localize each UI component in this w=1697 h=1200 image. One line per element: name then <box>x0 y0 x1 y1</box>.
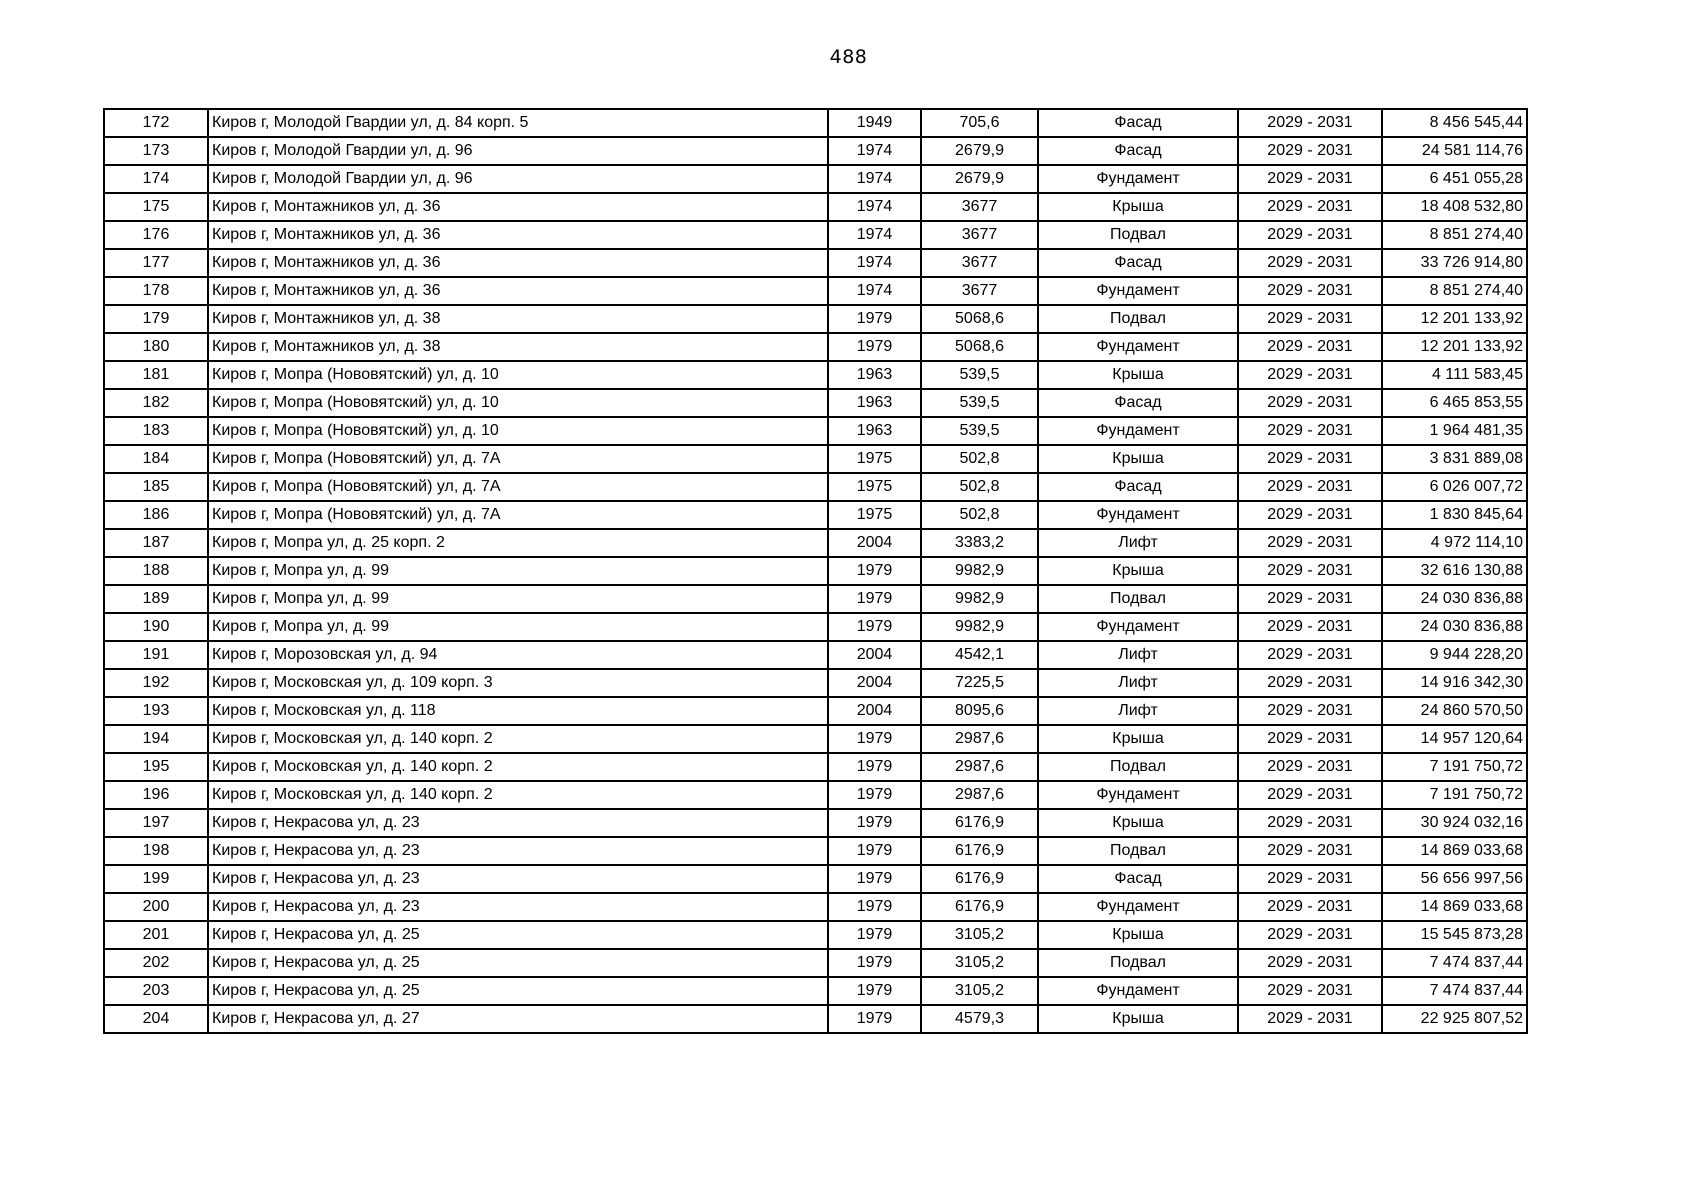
area-cell: 7225,5 <box>921 669 1038 697</box>
period-cell: 2029 - 2031 <box>1238 277 1382 305</box>
period-cell: 2029 - 2031 <box>1238 921 1382 949</box>
build-year-cell: 1974 <box>828 221 921 249</box>
table-row <box>104 109 1527 137</box>
address-cell: Киров г, Московская ул, д. 140 корп. 2 <box>208 753 828 781</box>
row-number-cell: 199 <box>104 865 208 893</box>
table-row <box>104 277 1527 305</box>
row-number-cell: 178 <box>104 277 208 305</box>
row-number-cell: 197 <box>104 809 208 837</box>
row-number-cell: 184 <box>104 445 208 473</box>
period-cell: 2029 - 2031 <box>1238 137 1382 165</box>
area-cell: 502,8 <box>921 501 1038 529</box>
row-number-cell: 193 <box>104 697 208 725</box>
area-cell: 3383,2 <box>921 529 1038 557</box>
period-cell: 2029 - 2031 <box>1238 305 1382 333</box>
cost-cell: 24 860 570,50 <box>1382 697 1527 725</box>
table-row <box>104 417 1527 445</box>
address-cell: Киров г, Некрасова ул, д. 25 <box>208 977 828 1005</box>
period-cell: 2029 - 2031 <box>1238 781 1382 809</box>
period-cell: 2029 - 2031 <box>1238 585 1382 613</box>
build-year-cell: 1974 <box>828 277 921 305</box>
address-cell: Киров г, Мопра ул, д. 99 <box>208 557 828 585</box>
table-row <box>104 865 1527 893</box>
work-type-cell: Фундамент <box>1038 893 1238 921</box>
area-cell: 2679,9 <box>921 137 1038 165</box>
cost-cell: 15 545 873,28 <box>1382 921 1527 949</box>
cost-cell: 6 026 007,72 <box>1382 473 1527 501</box>
address-cell: Киров г, Молодой Гвардии ул, д. 96 <box>208 137 828 165</box>
period-cell: 2029 - 2031 <box>1238 473 1382 501</box>
table-row <box>104 585 1527 613</box>
cost-cell: 8 851 274,40 <box>1382 277 1527 305</box>
row-number-cell: 177 <box>104 249 208 277</box>
build-year-cell: 1974 <box>828 249 921 277</box>
address-cell: Киров г, Некрасова ул, д. 23 <box>208 809 828 837</box>
area-cell: 6176,9 <box>921 837 1038 865</box>
table-row <box>104 389 1527 417</box>
work-type-cell: Фундамент <box>1038 277 1238 305</box>
cost-cell: 22 925 807,52 <box>1382 1005 1527 1033</box>
cost-cell: 12 201 133,92 <box>1382 305 1527 333</box>
period-cell: 2029 - 2031 <box>1238 809 1382 837</box>
period-cell: 2029 - 2031 <box>1238 557 1382 585</box>
address-cell: Киров г, Мопра (Нововятский) ул, д. 7А <box>208 473 828 501</box>
area-cell: 539,5 <box>921 389 1038 417</box>
area-cell: 4579,3 <box>921 1005 1038 1033</box>
address-cell: Киров г, Московская ул, д. 109 корп. 3 <box>208 669 828 697</box>
work-type-cell: Крыша <box>1038 809 1238 837</box>
area-cell: 3105,2 <box>921 921 1038 949</box>
table-row <box>104 501 1527 529</box>
row-number-cell: 182 <box>104 389 208 417</box>
row-number-cell: 186 <box>104 501 208 529</box>
cost-cell: 1 964 481,35 <box>1382 417 1527 445</box>
period-cell: 2029 - 2031 <box>1238 333 1382 361</box>
work-type-cell: Фундамент <box>1038 333 1238 361</box>
build-year-cell: 1979 <box>828 585 921 613</box>
table-row <box>104 529 1527 557</box>
cost-cell: 24 030 836,88 <box>1382 613 1527 641</box>
build-year-cell: 2004 <box>828 641 921 669</box>
row-number-cell: 181 <box>104 361 208 389</box>
address-cell: Киров г, Морозовская ул, д. 94 <box>208 641 828 669</box>
build-year-cell: 1979 <box>828 725 921 753</box>
row-number-cell: 196 <box>104 781 208 809</box>
table-row <box>104 613 1527 641</box>
address-cell: Киров г, Монтажников ул, д. 36 <box>208 277 828 305</box>
table-row <box>104 361 1527 389</box>
period-cell: 2029 - 2031 <box>1238 949 1382 977</box>
address-cell: Киров г, Некрасова ул, д. 25 <box>208 949 828 977</box>
period-cell: 2029 - 2031 <box>1238 725 1382 753</box>
period-cell: 2029 - 2031 <box>1238 445 1382 473</box>
work-type-cell: Фасад <box>1038 249 1238 277</box>
row-number-cell: 176 <box>104 221 208 249</box>
row-number-cell: 204 <box>104 1005 208 1033</box>
area-cell: 502,8 <box>921 473 1038 501</box>
table-row <box>104 669 1527 697</box>
address-cell: Киров г, Монтажников ул, д. 36 <box>208 193 828 221</box>
table-row <box>104 557 1527 585</box>
work-type-cell: Фасад <box>1038 865 1238 893</box>
cost-cell: 8 851 274,40 <box>1382 221 1527 249</box>
address-cell: Киров г, Молодой Гвардии ул, д. 84 корп. 5 <box>208 109 828 137</box>
build-year-cell: 1979 <box>828 977 921 1005</box>
cost-cell: 14 957 120,64 <box>1382 725 1527 753</box>
cost-cell: 3 831 889,08 <box>1382 445 1527 473</box>
table-row <box>104 893 1527 921</box>
register-body <box>104 109 1527 1033</box>
row-number-cell: 188 <box>104 557 208 585</box>
build-year-cell: 1979 <box>828 809 921 837</box>
table-row <box>104 781 1527 809</box>
area-cell: 6176,9 <box>921 893 1038 921</box>
table-row <box>104 837 1527 865</box>
work-type-cell: Подвал <box>1038 837 1238 865</box>
build-year-cell: 1975 <box>828 473 921 501</box>
area-cell: 539,5 <box>921 417 1038 445</box>
build-year-cell: 1963 <box>828 389 921 417</box>
address-cell: Киров г, Некрасова ул, д. 23 <box>208 865 828 893</box>
area-cell: 9982,9 <box>921 613 1038 641</box>
row-number-cell: 195 <box>104 753 208 781</box>
period-cell: 2029 - 2031 <box>1238 865 1382 893</box>
build-year-cell: 1979 <box>828 949 921 977</box>
address-cell: Киров г, Московская ул, д. 140 корп. 2 <box>208 725 828 753</box>
period-cell: 2029 - 2031 <box>1238 1005 1382 1033</box>
area-cell: 8095,6 <box>921 697 1038 725</box>
build-year-cell: 1979 <box>828 781 921 809</box>
area-cell: 4542,1 <box>921 641 1038 669</box>
area-cell: 6176,9 <box>921 809 1038 837</box>
table-row <box>104 1005 1527 1033</box>
build-year-cell: 2004 <box>828 697 921 725</box>
address-cell: Киров г, Мопра (Нововятский) ул, д. 10 <box>208 389 828 417</box>
area-cell: 705,6 <box>921 109 1038 137</box>
build-year-cell: 1974 <box>828 137 921 165</box>
row-number-cell: 175 <box>104 193 208 221</box>
period-cell: 2029 - 2031 <box>1238 249 1382 277</box>
table-row <box>104 725 1527 753</box>
row-number-cell: 201 <box>104 921 208 949</box>
work-type-cell: Фундамент <box>1038 613 1238 641</box>
period-cell: 2029 - 2031 <box>1238 669 1382 697</box>
table-row <box>104 809 1527 837</box>
area-cell: 2987,6 <box>921 781 1038 809</box>
table-row <box>104 333 1527 361</box>
table-row <box>104 165 1527 193</box>
row-number-cell: 198 <box>104 837 208 865</box>
address-cell: Киров г, Мопра ул, д. 99 <box>208 613 828 641</box>
table-row <box>104 445 1527 473</box>
row-number-cell: 172 <box>104 109 208 137</box>
row-number-cell: 200 <box>104 893 208 921</box>
table-row <box>104 977 1527 1005</box>
period-cell: 2029 - 2031 <box>1238 165 1382 193</box>
cost-cell: 30 924 032,16 <box>1382 809 1527 837</box>
period-cell: 2029 - 2031 <box>1238 697 1382 725</box>
work-type-cell: Крыша <box>1038 193 1238 221</box>
work-type-cell: Фундамент <box>1038 781 1238 809</box>
build-year-cell: 1974 <box>828 165 921 193</box>
area-cell: 539,5 <box>921 361 1038 389</box>
area-cell: 2679,9 <box>921 165 1038 193</box>
cost-cell: 7 191 750,72 <box>1382 781 1527 809</box>
work-type-cell: Фундамент <box>1038 501 1238 529</box>
cost-cell: 9 944 228,20 <box>1382 641 1527 669</box>
area-cell: 2987,6 <box>921 725 1038 753</box>
period-cell: 2029 - 2031 <box>1238 837 1382 865</box>
period-cell: 2029 - 2031 <box>1238 109 1382 137</box>
repair-register-table <box>103 108 1528 1034</box>
period-cell: 2029 - 2031 <box>1238 501 1382 529</box>
period-cell: 2029 - 2031 <box>1238 193 1382 221</box>
cost-cell: 56 656 997,56 <box>1382 865 1527 893</box>
period-cell: 2029 - 2031 <box>1238 893 1382 921</box>
work-type-cell: Подвал <box>1038 585 1238 613</box>
address-cell: Киров г, Монтажников ул, д. 38 <box>208 333 828 361</box>
build-year-cell: 1979 <box>828 837 921 865</box>
build-year-cell: 2004 <box>828 529 921 557</box>
address-cell: Киров г, Мопра (Нововятский) ул, д. 10 <box>208 417 828 445</box>
work-type-cell: Подвал <box>1038 305 1238 333</box>
build-year-cell: 1975 <box>828 501 921 529</box>
period-cell: 2029 - 2031 <box>1238 389 1382 417</box>
work-type-cell: Крыша <box>1038 361 1238 389</box>
build-year-cell: 1979 <box>828 305 921 333</box>
table-row <box>104 137 1527 165</box>
work-type-cell: Подвал <box>1038 221 1238 249</box>
cost-cell: 1 830 845,64 <box>1382 501 1527 529</box>
cost-cell: 14 869 033,68 <box>1382 893 1527 921</box>
period-cell: 2029 - 2031 <box>1238 361 1382 389</box>
build-year-cell: 1974 <box>828 193 921 221</box>
area-cell: 502,8 <box>921 445 1038 473</box>
build-year-cell: 1979 <box>828 893 921 921</box>
row-number-cell: 173 <box>104 137 208 165</box>
row-number-cell: 185 <box>104 473 208 501</box>
cost-cell: 8 456 545,44 <box>1382 109 1527 137</box>
area-cell: 3677 <box>921 221 1038 249</box>
table-row <box>104 697 1527 725</box>
row-number-cell: 179 <box>104 305 208 333</box>
cost-cell: 18 408 532,80 <box>1382 193 1527 221</box>
work-type-cell: Лифт <box>1038 641 1238 669</box>
cost-cell: 6 451 055,28 <box>1382 165 1527 193</box>
cost-cell: 12 201 133,92 <box>1382 333 1527 361</box>
work-type-cell: Подвал <box>1038 949 1238 977</box>
row-number-cell: 174 <box>104 165 208 193</box>
row-number-cell: 183 <box>104 417 208 445</box>
row-number-cell: 187 <box>104 529 208 557</box>
table-row <box>104 193 1527 221</box>
area-cell: 5068,6 <box>921 333 1038 361</box>
address-cell: Киров г, Мопра ул, д. 25 корп. 2 <box>208 529 828 557</box>
area-cell: 6176,9 <box>921 865 1038 893</box>
cost-cell: 14 869 033,68 <box>1382 837 1527 865</box>
build-year-cell: 1963 <box>828 417 921 445</box>
area-cell: 5068,6 <box>921 305 1038 333</box>
work-type-cell: Фасад <box>1038 473 1238 501</box>
work-type-cell: Лифт <box>1038 669 1238 697</box>
table-row <box>104 221 1527 249</box>
address-cell: Киров г, Некрасова ул, д. 23 <box>208 893 828 921</box>
period-cell: 2029 - 2031 <box>1238 529 1382 557</box>
period-cell: 2029 - 2031 <box>1238 221 1382 249</box>
address-cell: Киров г, Мопра ул, д. 99 <box>208 585 828 613</box>
period-cell: 2029 - 2031 <box>1238 753 1382 781</box>
cost-cell: 24 030 836,88 <box>1382 585 1527 613</box>
period-cell: 2029 - 2031 <box>1238 613 1382 641</box>
cost-cell: 7 474 837,44 <box>1382 977 1527 1005</box>
table-row <box>104 641 1527 669</box>
address-cell: Киров г, Московская ул, д. 118 <box>208 697 828 725</box>
work-type-cell: Лифт <box>1038 529 1238 557</box>
area-cell: 2987,6 <box>921 753 1038 781</box>
period-cell: 2029 - 2031 <box>1238 417 1382 445</box>
address-cell: Киров г, Мопра (Нововятский) ул, д. 7А <box>208 501 828 529</box>
cost-cell: 33 726 914,80 <box>1382 249 1527 277</box>
build-year-cell: 1979 <box>828 613 921 641</box>
area-cell: 3677 <box>921 249 1038 277</box>
table-row <box>104 921 1527 949</box>
work-type-cell: Крыша <box>1038 557 1238 585</box>
row-number-cell: 203 <box>104 977 208 1005</box>
build-year-cell: 2004 <box>828 669 921 697</box>
row-number-cell: 189 <box>104 585 208 613</box>
cost-cell: 6 465 853,55 <box>1382 389 1527 417</box>
work-type-cell: Фундамент <box>1038 417 1238 445</box>
build-year-cell: 1979 <box>828 333 921 361</box>
area-cell: 3677 <box>921 193 1038 221</box>
work-type-cell: Фасад <box>1038 389 1238 417</box>
table-row <box>104 473 1527 501</box>
row-number-cell: 192 <box>104 669 208 697</box>
address-cell: Киров г, Мопра (Нововятский) ул, д. 7А <box>208 445 828 473</box>
table-row <box>104 305 1527 333</box>
build-year-cell: 1979 <box>828 753 921 781</box>
work-type-cell: Крыша <box>1038 1005 1238 1033</box>
build-year-cell: 1979 <box>828 1005 921 1033</box>
area-cell: 9982,9 <box>921 557 1038 585</box>
work-type-cell: Фасад <box>1038 109 1238 137</box>
table-row <box>104 249 1527 277</box>
work-type-cell: Крыша <box>1038 725 1238 753</box>
row-number-cell: 190 <box>104 613 208 641</box>
row-number-cell: 194 <box>104 725 208 753</box>
cost-cell: 7 191 750,72 <box>1382 753 1527 781</box>
area-cell: 3677 <box>921 277 1038 305</box>
row-number-cell: 202 <box>104 949 208 977</box>
work-type-cell: Фундамент <box>1038 165 1238 193</box>
period-cell: 2029 - 2031 <box>1238 977 1382 1005</box>
page-number: 488 <box>829 46 868 68</box>
cost-cell: 24 581 114,76 <box>1382 137 1527 165</box>
address-cell: Киров г, Молодой Гвардии ул, д. 96 <box>208 165 828 193</box>
work-type-cell: Фундамент <box>1038 977 1238 1005</box>
cost-cell: 14 916 342,30 <box>1382 669 1527 697</box>
address-cell: Киров г, Монтажников ул, д. 36 <box>208 249 828 277</box>
row-number-cell: 180 <box>104 333 208 361</box>
work-type-cell: Лифт <box>1038 697 1238 725</box>
cost-cell: 4 972 114,10 <box>1382 529 1527 557</box>
build-year-cell: 1949 <box>828 109 921 137</box>
area-cell: 3105,2 <box>921 977 1038 1005</box>
work-type-cell: Крыша <box>1038 921 1238 949</box>
table-row <box>104 949 1527 977</box>
build-year-cell: 1979 <box>828 557 921 585</box>
address-cell: Киров г, Некрасова ул, д. 25 <box>208 921 828 949</box>
address-cell: Киров г, Мопра (Нововятский) ул, д. 10 <box>208 361 828 389</box>
address-cell: Киров г, Некрасова ул, д. 23 <box>208 837 828 865</box>
build-year-cell: 1963 <box>828 361 921 389</box>
period-cell: 2029 - 2031 <box>1238 641 1382 669</box>
cost-cell: 4 111 583,45 <box>1382 361 1527 389</box>
cost-cell: 7 474 837,44 <box>1382 949 1527 977</box>
address-cell: Киров г, Некрасова ул, д. 27 <box>208 1005 828 1033</box>
address-cell: Киров г, Московская ул, д. 140 корп. 2 <box>208 781 828 809</box>
row-number-cell: 191 <box>104 641 208 669</box>
address-cell: Киров г, Монтажников ул, д. 36 <box>208 221 828 249</box>
work-type-cell: Подвал <box>1038 753 1238 781</box>
build-year-cell: 1979 <box>828 865 921 893</box>
work-type-cell: Крыша <box>1038 445 1238 473</box>
build-year-cell: 1979 <box>828 921 921 949</box>
work-type-cell: Фасад <box>1038 137 1238 165</box>
build-year-cell: 1975 <box>828 445 921 473</box>
area-cell: 9982,9 <box>921 585 1038 613</box>
table-row <box>104 753 1527 781</box>
address-cell: Киров г, Монтажников ул, д. 38 <box>208 305 828 333</box>
cost-cell: 32 616 130,88 <box>1382 557 1527 585</box>
area-cell: 3105,2 <box>921 949 1038 977</box>
